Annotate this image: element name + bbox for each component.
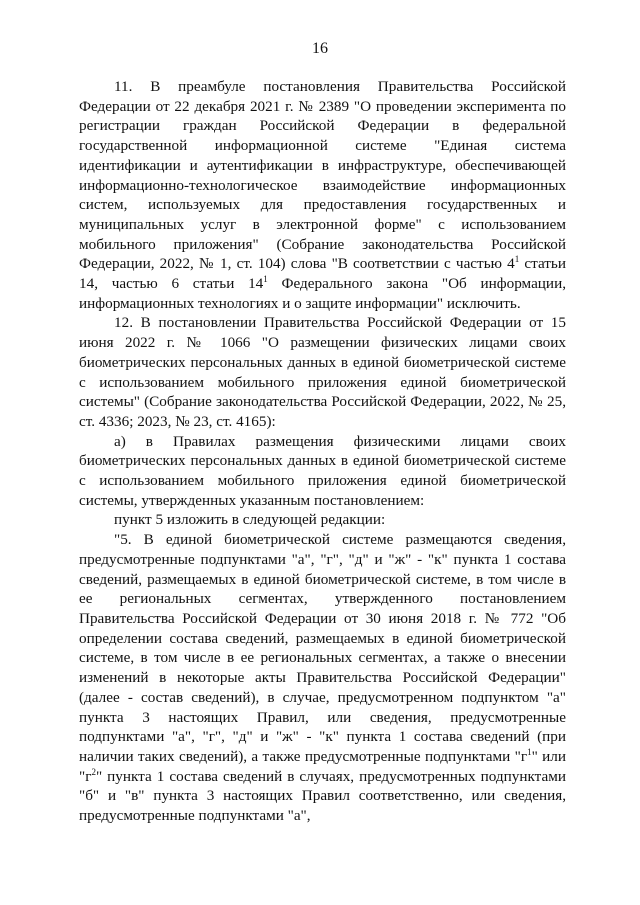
paragraph-point-5-intro: пункт 5 изложить в следующей редакции: [114,511,386,529]
superscript: 2 [91,766,96,777]
document-body [79,77,566,826]
paragraph-item-11: 11. В преамбуле постановления Правительства Российской Федерации от 22 декабря 2021 г. № 2389 "О проведении эксперимента по регистрации граждан Российской Федерации в федеральной государственной информационной системе "Единая система идентификации и аутентификации в инфраструктуре, обеспечивающей информационно-технологическое взаимодействие информационных систем, используемых для предоставления государственных и муниципальных услуг в электронной форме" с использованием мобильного приложения" (Собрание законодательства Российской Федерации, 2022, № 1, ст. 104) слова "В соответствии с частью $4^1$ статьи 14, частью 6 статьи $14^1$ Федерального закона "Об информации, информационных технологиях и о защите информации" исключить. [79,78,566,312]
superscript: 1 [527,746,532,757]
page-number: 16 [312,40,328,57]
paragraph-item-12: 12. В постановлении Правительства Российской Федерации от 15 июня 2022 г. № 1066 "О размещении физических лицами своих биометрических персональных данных в единой биометрической системе с использованием мобильного приложения единой биометрической системы" (Собрание законодательства Российской Федерации, 2022, № 25, ст. 4336; 2023, № 23, ст. 4165): [79,314,566,430]
paragraph-subitem-a: а) в Правилах размещения физическими лицами своих биометрических персональных данных в единой биометрической системе с использованием мобильного приложения единой биометрической системы, утвержденных указанным постановлением: [79,432,566,509]
superscript: 1 [263,273,268,284]
paragraph-point-5-text: "5. В единой биометрической системе размещаются сведения, предусмотренные подпунктами "а", "г", "д" и "ж" - "к" пункта 1 состава сведений, размещаемых в единой биометрической системе, в том числе в ее региональных сегментах, утвержденного постановлением Правительства Российской Федерации от 30 июня 2018 г. № 772 "Об определении состава сведений, размещаемых в единой биометрической системе, в том числе в ее региональных сегментах, а также о внесении изменений в некоторые акты Правительства Российской Федерации" (далее - состав сведений), в случае, предусмотренном подпунктом "а" пункта 3 настоящих Правил, или сведения, предусмотренные подпунктами "а", "г", "д" и "ж" - "к" пункта 1 состава сведений (при наличии таких сведений), а также предусмотренные подпунктами "$г^1$" или "$г^2$" пункта 1 состава сведений в случаях, предусмотренных подпунктами "б" и "в" пункта 3 настоящих Правил соответственно, или сведения, предусмотренные подпунктами "а", [79,531,566,825]
superscript: 1 [514,254,520,265]
